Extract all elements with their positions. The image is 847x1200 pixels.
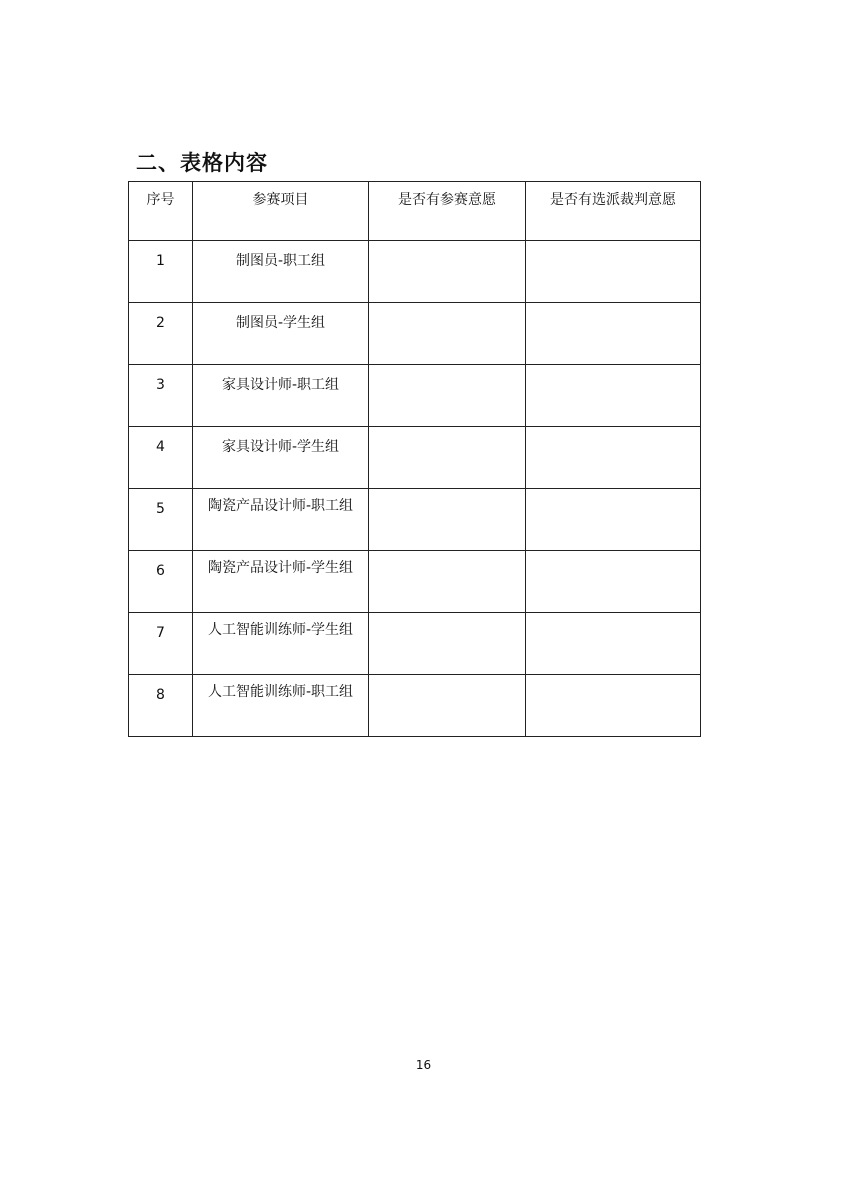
header-judge-intent: 是否有选派裁判意愿 (526, 182, 701, 241)
participation-intent-cell[interactable] (369, 613, 526, 675)
table-row (129, 365, 701, 427)
judge-intent-cell[interactable] (526, 427, 701, 489)
header-event: 参赛项目 (193, 182, 369, 241)
participation-intent-cell[interactable] (369, 365, 526, 427)
table-row (129, 613, 701, 675)
page-number: 16 (415, 1058, 432, 1072)
judge-intent-cell[interactable] (526, 303, 701, 365)
event-name: 人工智能训练师-学生组 (193, 613, 369, 675)
participation-intent-cell[interactable] (369, 427, 526, 489)
table-header-row (129, 182, 701, 241)
event-name: 家具设计师-学生组 (193, 427, 369, 489)
judge-intent-cell[interactable] (526, 675, 701, 737)
event-name: 陶瓷产品设计师-学生组 (193, 551, 369, 613)
row-number: 5 (129, 489, 193, 551)
table-row (129, 489, 701, 551)
table-row (129, 241, 701, 303)
event-name: 制图员-学生组 (193, 303, 369, 365)
table-row (129, 551, 701, 613)
row-number: 2 (129, 303, 193, 365)
judge-intent-cell[interactable] (526, 551, 701, 613)
participation-intent-cell[interactable] (369, 241, 526, 303)
participation-intent-cell[interactable] (369, 551, 526, 613)
event-name: 人工智能训练师-职工组 (193, 675, 369, 737)
table-row (129, 427, 701, 489)
table-row (129, 303, 701, 365)
judge-intent-cell[interactable] (526, 365, 701, 427)
row-number: 6 (129, 551, 193, 613)
row-number: 7 (129, 613, 193, 675)
participation-intent-cell[interactable] (369, 303, 526, 365)
event-name: 家具设计师-职工组 (193, 365, 369, 427)
event-name: 陶瓷产品设计师-职工组 (193, 489, 369, 551)
participation-intent-cell[interactable] (369, 489, 526, 551)
entry-table (128, 181, 701, 737)
event-name: 制图员-职工组 (193, 241, 369, 303)
section-title: 二、表格内容 (136, 151, 268, 175)
row-number: 3 (129, 365, 193, 427)
judge-intent-cell[interactable] (526, 241, 701, 303)
participation-intent-cell[interactable] (369, 675, 526, 737)
row-number: 8 (129, 675, 193, 737)
header-serial-number: 序号 (129, 182, 193, 241)
judge-intent-cell[interactable] (526, 613, 701, 675)
row-number: 1 (129, 241, 193, 303)
table-row (129, 675, 701, 737)
header-participation-intent: 是否有参赛意愿 (369, 182, 526, 241)
judge-intent-cell[interactable] (526, 489, 701, 551)
row-number: 4 (129, 427, 193, 489)
